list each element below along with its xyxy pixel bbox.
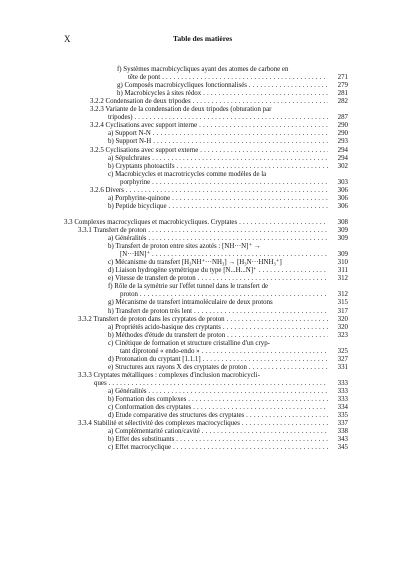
toc-entry-title: e) Structures aux rayons X des cryptates de proton . . . bbox=[108, 364, 328, 372]
toc-entry bbox=[0, 243, 400, 251]
toc-entry-title: 3.2.2 Condensation de deux tripodes . . . bbox=[90, 98, 328, 106]
toc-entry bbox=[0, 316, 400, 324]
toc-entry bbox=[0, 203, 400, 211]
toc-entry-title: proton . . . bbox=[120, 291, 328, 299]
toc-entry-title: b) Méthodes d'étude du transfert de proton . . . bbox=[108, 332, 328, 340]
toc-entry bbox=[0, 436, 400, 444]
toc-entry-page: 312 bbox=[337, 275, 348, 283]
toc-entry-page: 334 bbox=[337, 404, 348, 412]
toc-entry-page: 287 bbox=[337, 114, 348, 122]
toc-entry-title: 3.3.4 Stabilité et sélectivité des complexes macrocycliques . . . bbox=[78, 420, 328, 428]
toc-entry bbox=[0, 219, 400, 227]
toc-entry bbox=[0, 364, 400, 372]
toc-entry-title: d) Liaison hydrogène symétrique du type [N...H...N]⁺ . . . bbox=[108, 267, 328, 275]
toc-entry-title: a) Complémentarité cation/cavité . . . bbox=[108, 428, 328, 436]
toc-entry-page: 323 bbox=[337, 331, 348, 339]
toc-entry-title: 3.3.3 Cryptates métalliques : complexes d'inclusion macrobicycli- bbox=[78, 371, 260, 379]
toc-entry-title: tête de pont . . . bbox=[128, 74, 328, 82]
toc-entry bbox=[0, 114, 400, 122]
toc-entry bbox=[0, 155, 400, 163]
toc-entry-title: porphyrine . . . bbox=[120, 179, 328, 187]
toc-entry-page: 303 bbox=[337, 178, 348, 186]
toc-entry-page: 271 bbox=[337, 74, 348, 82]
toc-entry bbox=[0, 66, 400, 74]
toc-entry bbox=[0, 147, 400, 155]
toc-entry bbox=[0, 275, 400, 283]
toc-entry-title: d) Protonation du cryptant [1.1.1] . . . bbox=[108, 356, 328, 364]
toc-entry bbox=[0, 179, 400, 187]
toc-entry bbox=[0, 251, 400, 259]
toc-entry bbox=[0, 372, 400, 380]
toc-entry-page: 309 bbox=[337, 227, 348, 234]
toc-entry-title: c) Macrobicycles et macrotricycles comme modèles de la bbox=[108, 170, 267, 178]
toc-entry-page: 337 bbox=[337, 420, 348, 428]
toc-entry-title: tant diprotoné « endo-endo » . . . bbox=[120, 348, 328, 356]
toc-entry-title: h) Transfert de proton très lent . . . bbox=[108, 308, 328, 316]
toc-entry-title: b) Formation des complexes . . . bbox=[108, 396, 328, 404]
toc-entry-page: 306 bbox=[337, 194, 348, 202]
toc-entry-page: 309 bbox=[337, 251, 348, 259]
toc-entry-title: 3.3.1 Transfert de proton . . . bbox=[78, 227, 328, 235]
toc-entry bbox=[0, 444, 400, 452]
toc-entry-title: c) Conformation des cryptates . . . bbox=[108, 404, 328, 412]
toc-entry-title: a) Sépulchrates . . . bbox=[108, 155, 328, 163]
toc-entry-page: 338 bbox=[337, 428, 348, 436]
toc-entry-page: 320 bbox=[337, 323, 348, 331]
toc-entry bbox=[0, 332, 400, 340]
toc-entry-title: 3.3 Complexes macrocycliques et macrobicycliques. Cryptates . . . bbox=[64, 219, 328, 227]
toc-entry bbox=[0, 171, 400, 179]
toc-entry-page: 345 bbox=[337, 444, 348, 452]
toc-entry bbox=[0, 412, 400, 420]
toc-entry bbox=[0, 396, 400, 404]
toc-entry-page: 325 bbox=[337, 347, 348, 355]
toc-entry-page: 306 bbox=[337, 186, 348, 194]
toc-entry bbox=[0, 299, 400, 307]
toc-entry-title: a) Généralités . . . bbox=[108, 235, 328, 243]
toc-entry-title: c) Mécanisme du transfert [H₃NH⁺···NH₃] → [H₃N···HNH₃⁺] bbox=[108, 259, 282, 267]
toc-entry-page: 294 bbox=[337, 154, 348, 162]
toc-spacer bbox=[0, 211, 400, 219]
toc-entry bbox=[0, 308, 400, 316]
toc-entry-page: 343 bbox=[337, 436, 348, 444]
toc-entry-page: 315 bbox=[337, 299, 348, 307]
toc-entry bbox=[0, 348, 400, 356]
toc-entry bbox=[0, 227, 400, 235]
toc-entry-title: g) Composés macrobicycliques fonctionnalisés . . . bbox=[117, 82, 328, 90]
toc-entry-title: ques . . . bbox=[94, 380, 328, 388]
toc-entry bbox=[0, 356, 400, 364]
toc-entry-title: f) Rôle de la symétrie sur l'effet tunnel dans le transfert de bbox=[108, 283, 269, 291]
toc-entry-page: 335 bbox=[337, 412, 348, 420]
toc-entry-title: 3.3.2 Transfert de proton dans les cryptates de proton . . . bbox=[78, 316, 328, 324]
toc-entry-page: 317 bbox=[337, 307, 348, 315]
toc-entry bbox=[0, 380, 400, 388]
running-header bbox=[0, 34, 400, 46]
toc-entry-title: c) Effet macrocyclique . . . bbox=[108, 444, 328, 452]
toc-entry-page: 308 bbox=[337, 218, 348, 226]
toc-entry bbox=[0, 259, 400, 267]
toc-entry-page: 281 bbox=[337, 90, 348, 98]
toc-entry-page: 311 bbox=[337, 267, 348, 275]
toc-entry-title: h) Macrobicycles à sites rédox . . . bbox=[117, 90, 328, 98]
toc-entry-title: b) Peptide bicyclique . . . bbox=[108, 203, 328, 211]
toc-entry bbox=[0, 195, 400, 203]
toc-entry bbox=[0, 187, 400, 195]
toc-entry bbox=[0, 122, 400, 130]
toc-entry-title: d) Étude comparative des structures des cryptates . . . bbox=[108, 412, 328, 420]
toc-entry-title: b) Cryptants photoactifs . . . bbox=[108, 163, 328, 171]
toc-entry bbox=[0, 163, 400, 171]
toc-entry bbox=[0, 388, 400, 396]
toc-entry-title: g) Mécanisme de transfert intramoléculaire de deux protons bbox=[108, 299, 273, 307]
toc-entry-page: 320 bbox=[337, 315, 348, 323]
toc-entry bbox=[0, 90, 400, 98]
toc-entry-title: 3.2.4 Cyclisations avec support interne . . . bbox=[90, 122, 328, 130]
toc-entry-page: 302 bbox=[337, 162, 348, 170]
toc-entry bbox=[0, 324, 400, 332]
toc-entry-page: 293 bbox=[337, 138, 348, 146]
toc-entry-page: 309 bbox=[337, 235, 348, 243]
toc-entry-page: 327 bbox=[337, 355, 348, 363]
toc-entry-page: 333 bbox=[337, 396, 348, 404]
toc-entry bbox=[0, 267, 400, 275]
toc-entry-page: 290 bbox=[337, 130, 348, 138]
page-folio: X bbox=[64, 34, 71, 44]
toc-entry bbox=[0, 428, 400, 436]
running-title: Table des matières bbox=[173, 34, 233, 43]
toc-entry-title: 3.2.3 Variante de la condensation de deux tripodes (obturation par bbox=[90, 106, 272, 114]
toc-entry bbox=[0, 138, 400, 146]
toc-entry bbox=[0, 420, 400, 428]
toc-entry-page: 312 bbox=[337, 291, 348, 299]
toc-entry-page: 282 bbox=[337, 98, 348, 106]
toc-entry bbox=[0, 404, 400, 412]
toc-entry-title: [N···HN]⁺ . . . bbox=[120, 251, 328, 259]
toc-entry-page: 306 bbox=[337, 202, 348, 210]
toc-entry bbox=[0, 340, 400, 348]
toc-entry bbox=[0, 291, 400, 299]
toc-entry-title: a) Support N-N . . . bbox=[108, 130, 328, 138]
toc-entry-page: 279 bbox=[337, 82, 348, 90]
toc-entry-title: tripodes) . . . bbox=[108, 114, 328, 122]
toc-entry-title: b) Effet des substituants . . . bbox=[108, 436, 328, 444]
toc-entry bbox=[0, 98, 400, 106]
toc-entry bbox=[0, 283, 400, 291]
toc-entry-title: a) Porphyrine-quinone . . . bbox=[108, 195, 328, 203]
toc-entry-title: b) Transfert de proton entre sites azotés : [NH···N]⁺ → bbox=[108, 243, 261, 251]
toc-entry bbox=[0, 106, 400, 114]
toc-entry bbox=[0, 82, 400, 90]
toc-entry-page: 331 bbox=[337, 363, 348, 371]
toc-entry-title: 3.2.6 Divers . . . bbox=[90, 187, 328, 195]
toc-entry-title: 3.2.5 Cyclisations avec support externe . . . bbox=[90, 147, 328, 155]
toc-entry-page: 333 bbox=[337, 379, 348, 387]
toc-entry-page: 294 bbox=[337, 146, 348, 154]
toc-entry bbox=[0, 74, 400, 82]
toc-entry-title: a) Propriétés acido-basique des cryptants . . . bbox=[108, 324, 328, 332]
toc-entry-page: 310 bbox=[337, 259, 348, 267]
toc-entry-title: f) Systèmes macrobicycliques ayant des atomes de carbone en bbox=[117, 66, 289, 73]
toc-entry-title: b) Support N-H . . . bbox=[108, 138, 328, 146]
toc-entry-title: c) Cinétique de formation et structure cristalline d'un cryp- bbox=[108, 339, 270, 347]
toc-entry bbox=[0, 235, 400, 243]
toc-entry-title: a) Généralités . . . bbox=[108, 388, 328, 396]
toc-entry-page: 290 bbox=[337, 122, 348, 130]
toc-entry bbox=[0, 130, 400, 138]
toc-entry-page: 333 bbox=[337, 388, 348, 395]
toc-entry-title: e) Vitesse de transfert de proton . . . bbox=[108, 275, 328, 283]
